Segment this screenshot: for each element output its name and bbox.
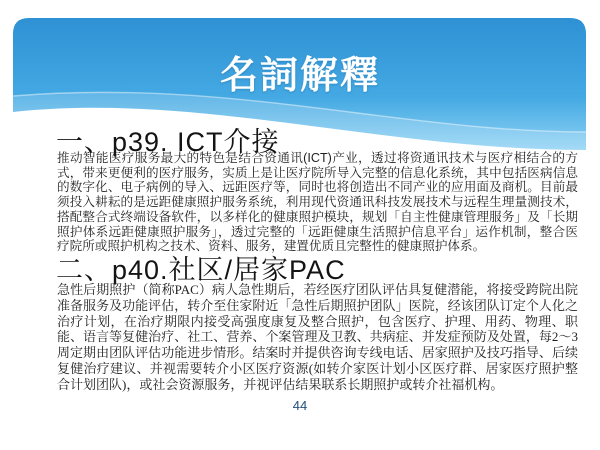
slide-title: 名詞解釋 bbox=[219, 55, 380, 97]
section-1-body: 推动智能医疗服务最大的特色是结合资通讯(ICT)产业，透过将资通讯技术与医疗相结合的方式，带来更便利的医疗服务，实质上是让医疗院所导入完整的信息化系统，其中包括医病信息的数字化、电子病例的导入、远距医疗等，同时也将创造出不同产业的应用面及商机。目前最须投入耕耘的是远距健康照护服务系统，利用现代资通讯科技发展技术与远程生理量测技术，搭配整合式终端设备软件，以多样化的健康照护模块，规划「自主性健康管理服务」及「长期照护体系远距健康照护服务」，透过完整的「远距健康生活照护信息平台」运作机制，整合医疗院所或照护机构之技术、资料、服务，建置优质且完整性的健康照护体系。 bbox=[57, 151, 578, 254]
section-1-heading: 一、p39. ICT介接 bbox=[56, 127, 280, 157]
section-2-body: 急性后期照护（简称PAC）病人急性期后，若经医疗团队评估具复健潜能，将接受跨院出院准备服务及功能评估，转介至住家附近「急性后期照护团队」医院，经该团队订定个人化之治疗计划，在治疗期限内接受高强度康复及整合照护，包含医疗、护理、用药、物理、职能、语言等复健治疗、社工、营养、个案管理及卫教、共病症、并发症预防及处置，每2～3周定期由团队评估功能进步情形。结案时并提供咨询专线电话、居家照护及技巧指导、后续复健治疗建议、并视需要转介小区医疗资源(如转介家医计划小区医疗群、居家医疗照护整合计划团队)，或社会资源服务，并视评估结果联系长期照护或转介社福机构。 bbox=[57, 282, 578, 392]
section-2-heading: 二、p40.社区/居家PAC bbox=[56, 255, 346, 285]
page-number: 44 bbox=[292, 398, 308, 413]
